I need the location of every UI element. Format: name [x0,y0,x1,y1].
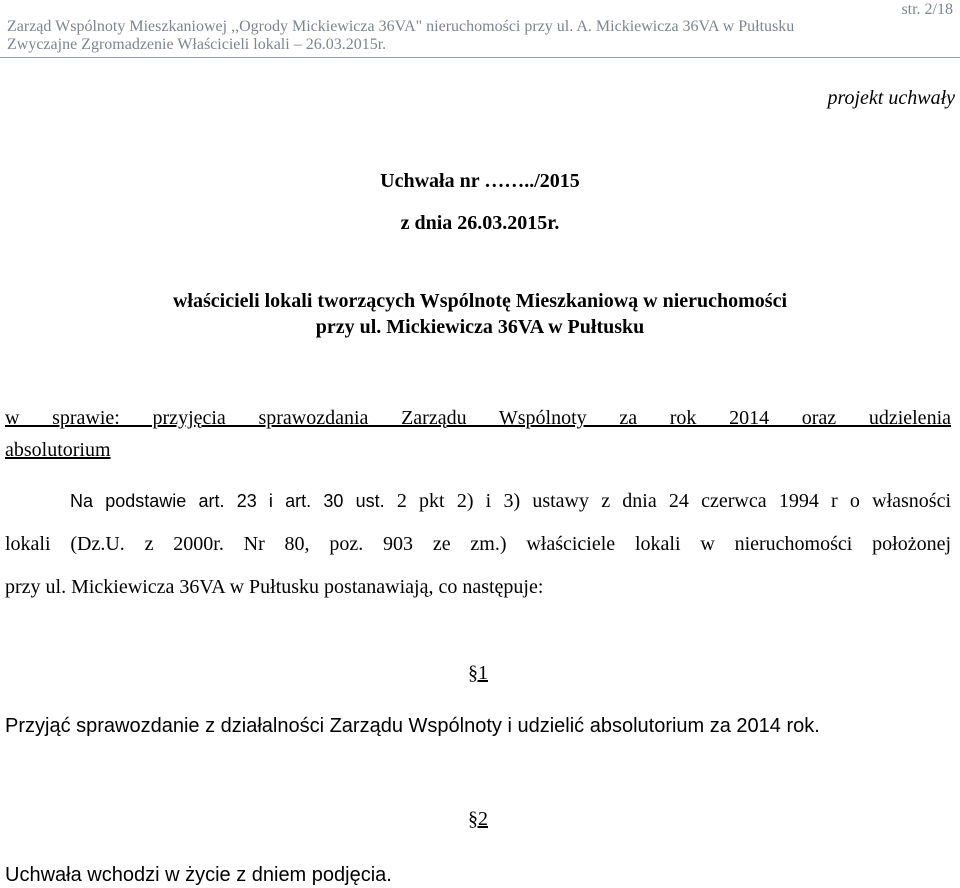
section-2-text: Uchwała wchodzi w życie z dniem podjęcia. [5,864,392,886]
section-2-label: §2 [468,808,488,830]
header-line-2: Zwyczajne Zgromadzenie Właścicieli lokali – 26.03.2015r. [7,36,387,53]
draft-label: projekt uchwały [827,87,955,109]
subject-line-2: absolutorium [5,439,111,461]
basis-line-3: przy ul. Mickiewicza 36VA w Pułtusku postanawiają, co następuje: [5,576,544,598]
resolution-issuer-line-1: właścicieli lokali tworzących Wspólnotę Mieszkaniową w nieruchomości [172,290,788,312]
resolution-number: Uchwała nr ……../2015 [380,170,580,192]
basis-line-1-rest: 2 pkt 2) i 3) ustawy z dnia 24 czerwca 1994 r o własności [384,490,952,512]
section-1-text: Przyjąć sprawozdanie z działalności Zarządu Wspólnoty i udzielić absolutorium za 2014 rok. [5,715,820,737]
basis-line-1-lead: Na podstawie art. 23 i art. 30 ust. [70,491,385,511]
header-line-1: Zarząd Wspólnoty Mieszkaniowej ,,Ogrody Mickiewicza 36VA" nieruchomości przy ul. A. Mickiewicza 36VA w Pułtusku [7,18,795,35]
section-1-label: §1 [468,662,488,684]
basis-line-1 [70,489,951,513]
resolution-date: z dnia 26.03.2015r. [400,212,560,234]
subject-line-1: w sprawie: przyjęcia sprawozdania Zarządu Wspólnoty za rok 2014 oraz udzielenia [5,407,951,429]
basis-line-2: lokali (Dz.U. z 2000r. Nr 80, poz. 903 ze zm.) właściciele lokali w nieruchomości położonej [5,533,951,555]
header-divider [0,57,960,58]
page-number: str. 2/18 [901,1,953,18]
resolution-issuer-line-2: przy ul. Mickiewicza 36VA w Pułtusku [315,316,645,338]
